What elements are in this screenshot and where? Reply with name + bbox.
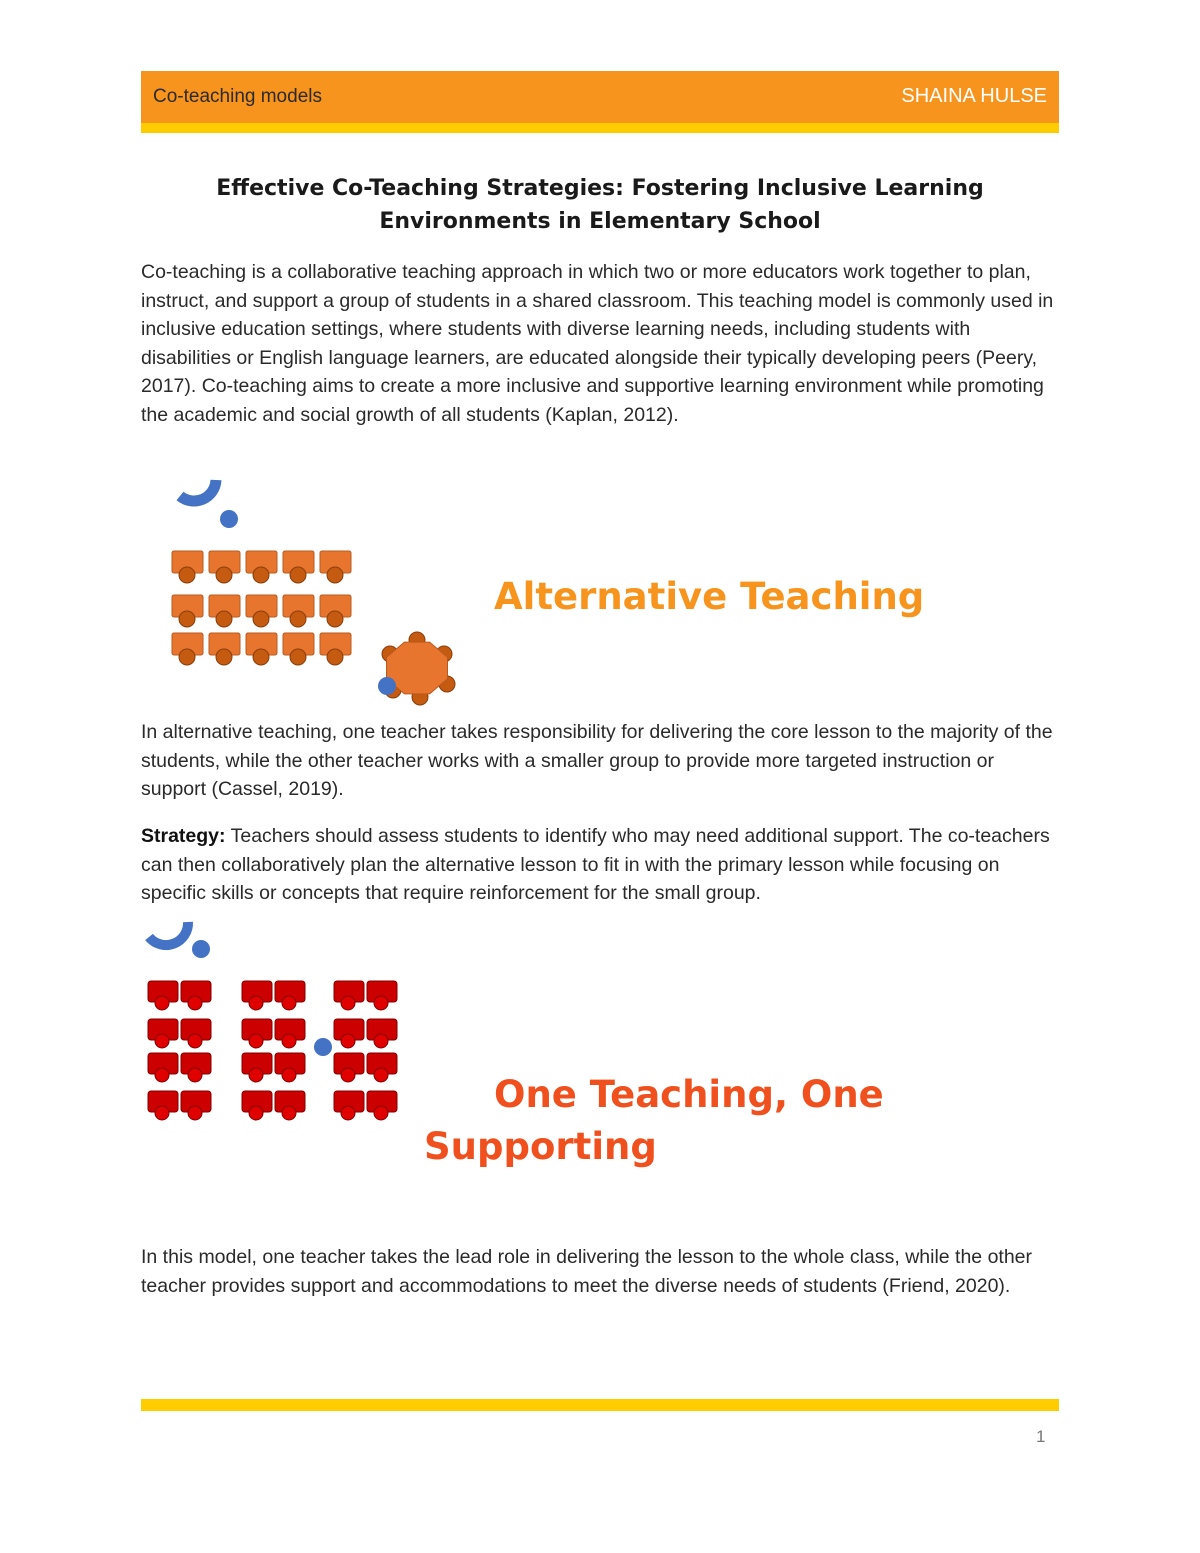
student-chair <box>155 1068 169 1082</box>
alternative-teaching-description: In alternative teaching, one teacher takes responsibility for delivering the core lesson to the majority of the students, while the other teacher works with a smaller group to provide more targeted instruction or support (Cassel, 2019). <box>141 721 1053 800</box>
student-chair <box>374 996 388 1010</box>
student-chair <box>188 1034 202 1048</box>
supporting-teacher-icon <box>314 1038 332 1056</box>
student-chair <box>374 1068 388 1082</box>
document-title: Effective Co-Teaching Strategies: Fostering Inclusive Learning Environments in Elementary School <box>216 176 984 234</box>
student-chair <box>155 996 169 1010</box>
teacher-icon <box>192 940 210 958</box>
desk-grid <box>148 981 397 1120</box>
student-chair <box>249 996 263 1010</box>
one-teaching-heading-line1: One Teaching, One <box>494 1073 884 1116</box>
student-chair <box>188 1106 202 1120</box>
student-chair <box>155 1106 169 1120</box>
student-chair <box>282 1068 296 1082</box>
student-chair <box>341 1034 355 1048</box>
student-chair <box>155 1034 169 1048</box>
one-teaching-heading-line2: Supporting <box>424 1125 657 1168</box>
student-chair <box>282 996 296 1010</box>
footer-accent-bar <box>141 1399 1059 1411</box>
student-chair <box>341 996 355 1010</box>
student-chair <box>341 1068 355 1082</box>
student-chair <box>282 1106 296 1120</box>
page-number: 1 <box>1036 1427 1046 1446</box>
strategy-label: Strategy: <box>141 825 226 847</box>
alternative-teaching-heading: Alternative Teaching <box>494 575 925 618</box>
header-author-name: SHAINA HULSE <box>901 85 1047 107</box>
one-teaching-description: In this model, one teacher takes the lead role in delivering the lesson to the whole class, while the other teacher provides support and accommodations to meet the diverse needs of students (Friend, 2020). <box>141 1246 1033 1297</box>
student-chair <box>249 1106 263 1120</box>
teacher-arc-icon <box>149 922 188 945</box>
intro-paragraph: Co-teaching is a collaborative teaching approach in which two or more educators work together to plan, instruct, and support a group of students in a shared classroom. This teaching model is commonly used in inclusive education settings, where students with diverse learning needs, including students with disabilities or English language learners, are educated alongside their typically developing peers (Peery, 2017). Co-teaching aims to create a more inclusive and supportive learning environment while promoting the academic and social growth of all students (Kaplan, 2012). <box>141 261 1054 426</box>
student-chair <box>249 1068 263 1082</box>
strategy-text: Teachers should assess students to identify who may need additional support. The co-teachers can then collaboratively plan the alternative lesson to fit in with the primary lesson while focusing on specific skills or concepts that require reinforcement for the small group. <box>141 825 1050 904</box>
student-chair <box>374 1106 388 1120</box>
student-chair <box>282 1034 296 1048</box>
student-chair <box>249 1034 263 1048</box>
student-chair <box>374 1034 388 1048</box>
student-chair <box>188 996 202 1010</box>
student-chair <box>341 1106 355 1120</box>
student-chair <box>188 1068 202 1082</box>
header-document-label: Co-teaching models <box>153 86 322 107</box>
